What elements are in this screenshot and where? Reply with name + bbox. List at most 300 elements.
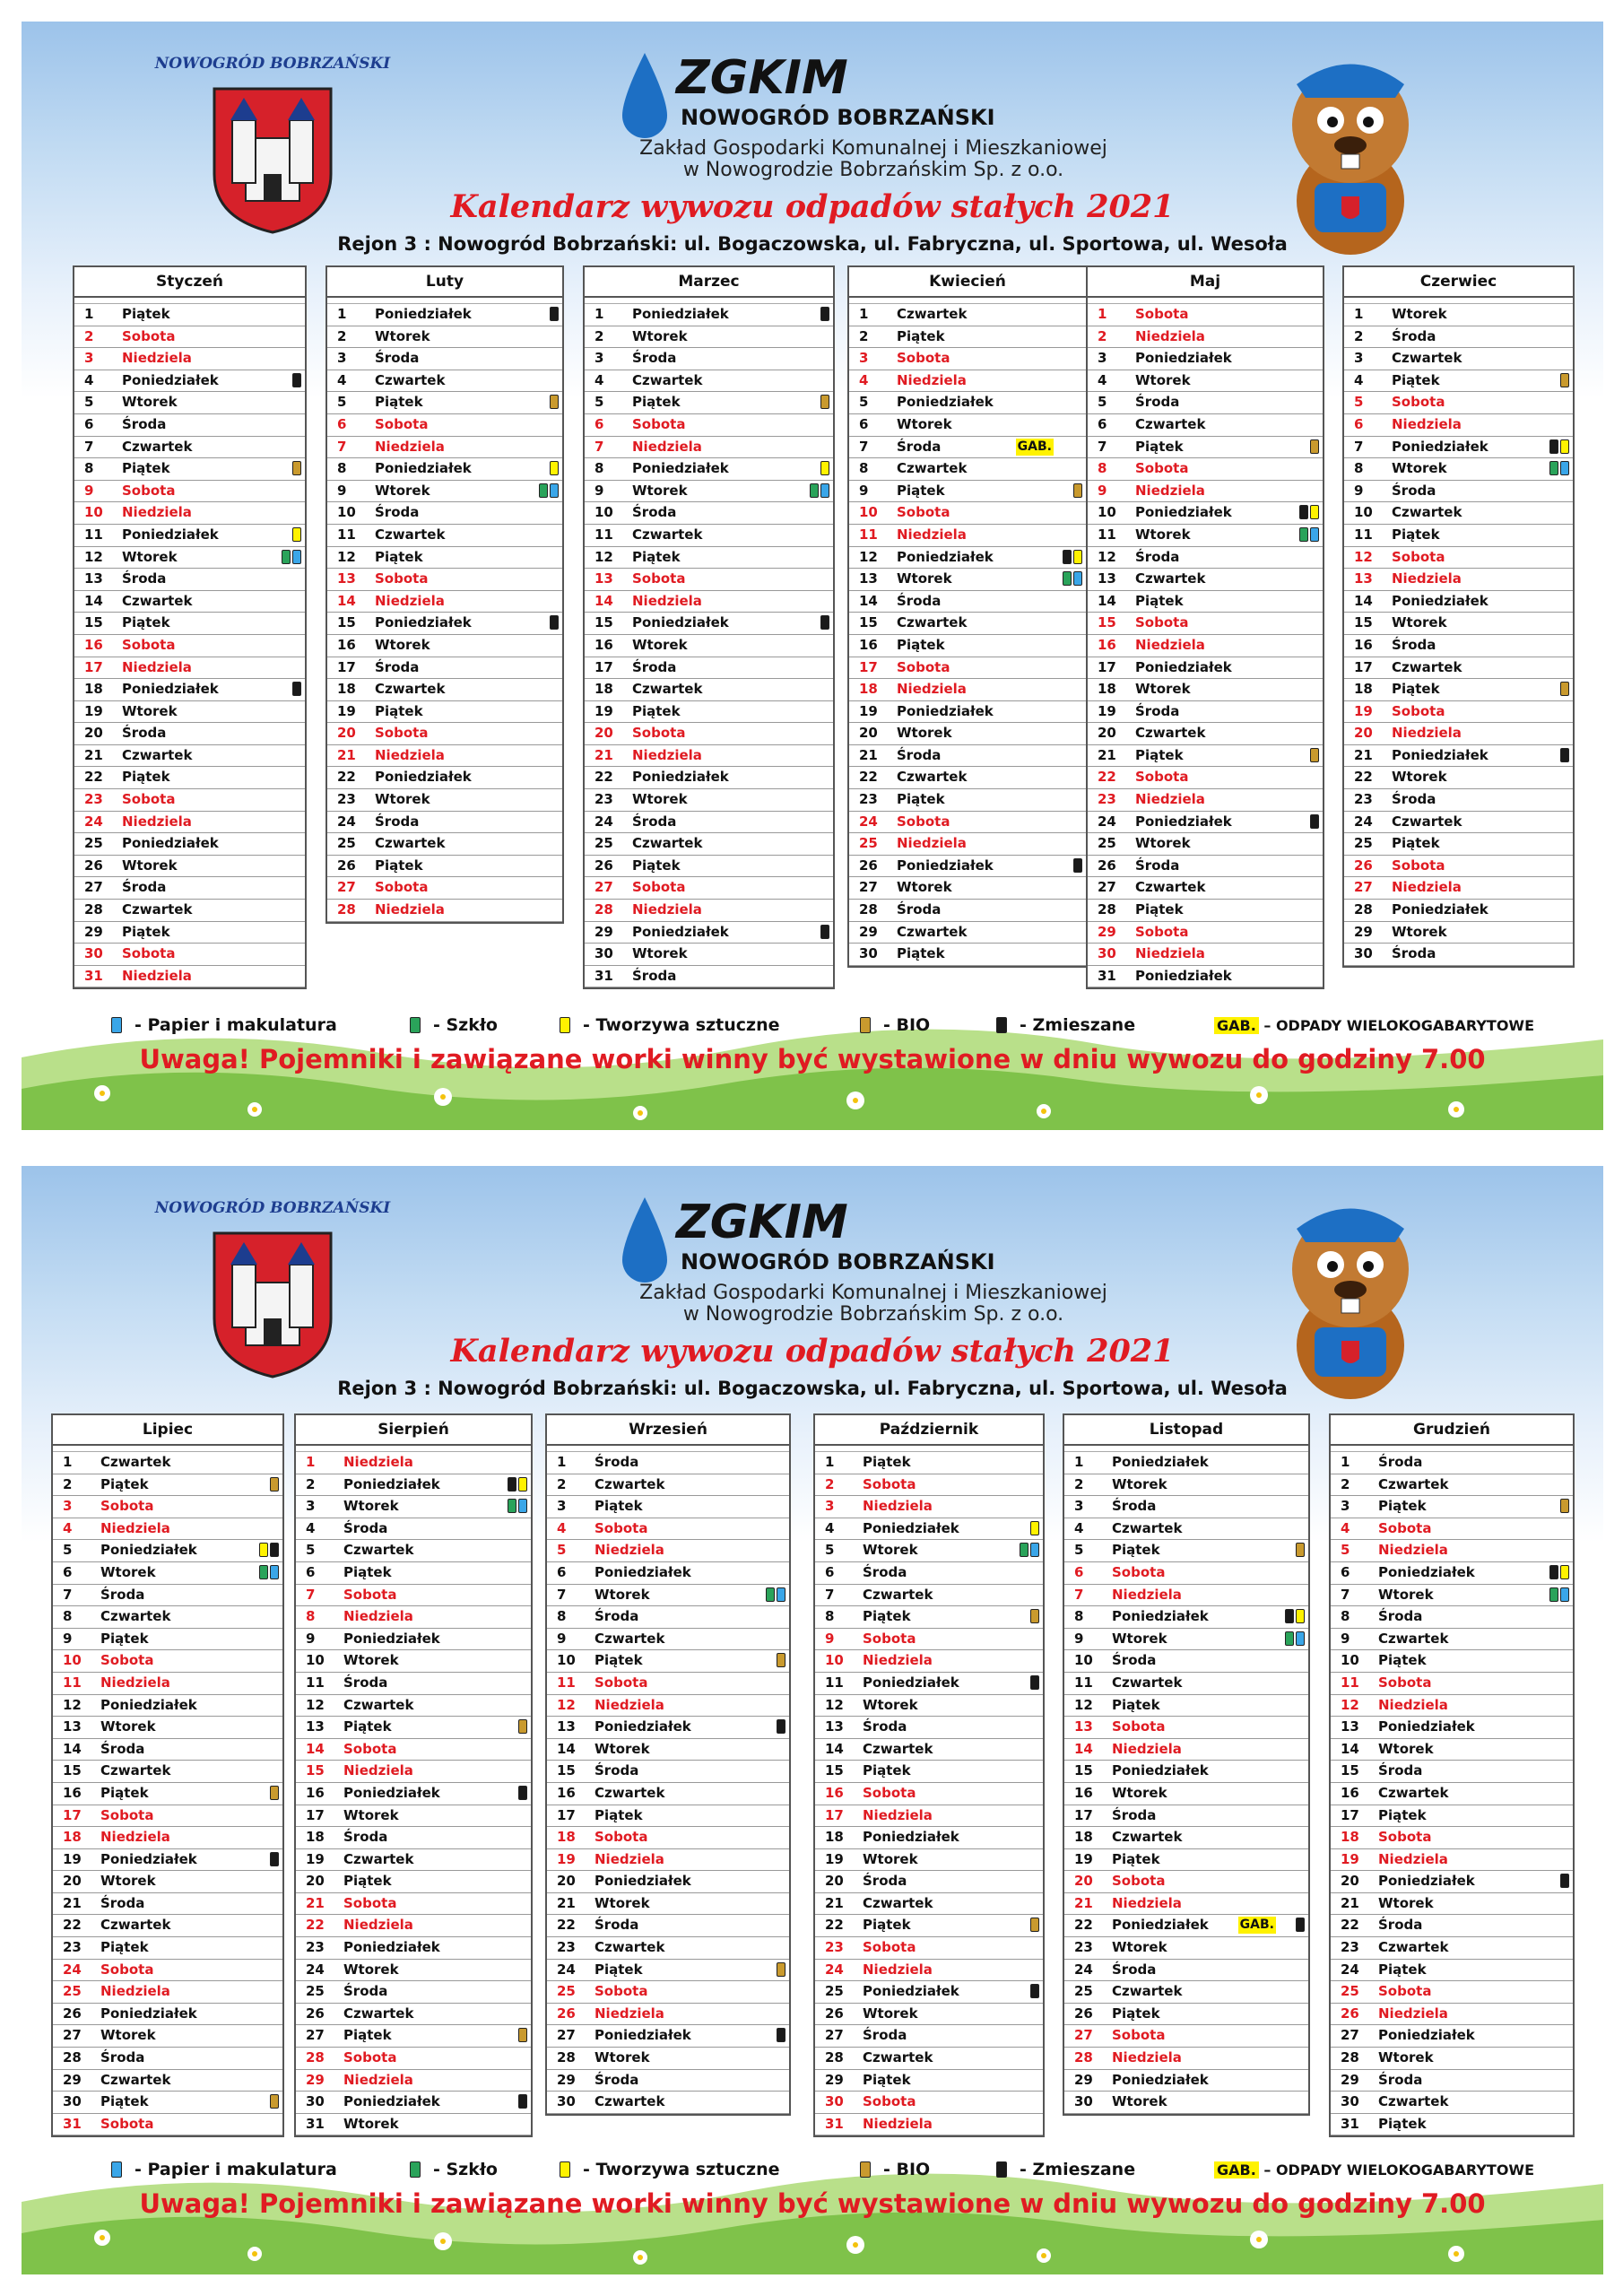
day-number: 1	[859, 306, 869, 322]
day-row	[585, 745, 833, 768]
day-number: 29	[1341, 2071, 1359, 2088]
day-row	[1331, 1562, 1573, 1585]
weekday-name: Poniedziałek	[122, 371, 219, 388]
day-row	[1344, 679, 1573, 701]
weekday-name: Wtorek	[1392, 769, 1447, 786]
calendar-sheet-second-half	[22, 1166, 1603, 2274]
weekday-name: Sobota	[375, 879, 429, 896]
day-number: 9	[1074, 1630, 1084, 1647]
weekday-name: Niedziela	[1378, 1696, 1448, 1713]
weekday-name: Sobota	[1135, 769, 1189, 786]
weekday-name: Niedziela	[897, 681, 967, 698]
weekday-name: Poniedziałek	[375, 460, 472, 477]
pickup-icons	[550, 461, 559, 477]
day-row	[1064, 1606, 1308, 1629]
day-number: 24	[1098, 813, 1116, 830]
day-number: 15	[1341, 1762, 1359, 1779]
company-name-line-1: Zakład Gospodarki Komunalnej i Mieszkaniowej	[639, 137, 1107, 160]
day-number: 16	[84, 636, 103, 653]
day-row	[1331, 2070, 1573, 2092]
blue-bin-icon	[270, 1565, 279, 1579]
weekday-name: Piątek	[343, 1718, 392, 1735]
day-number: 12	[84, 548, 103, 565]
pickup-icons	[1549, 1565, 1569, 1581]
day-number: 11	[337, 526, 356, 543]
weekday-name: Czwartek	[863, 1740, 933, 1757]
weekday-name: Środa	[375, 658, 420, 675]
weekday-name: Piątek	[375, 394, 423, 411]
day-number: 18	[1354, 681, 1373, 698]
day-row	[1331, 1518, 1573, 1541]
weekday-name: Wtorek	[1392, 306, 1447, 322]
weekday-name: Czwartek	[375, 526, 446, 543]
day-row	[1344, 944, 1573, 966]
day-number: 21	[595, 746, 613, 763]
weekday-name: Poniedziałek	[1112, 1762, 1209, 1779]
day-row	[53, 1960, 282, 1982]
weekday-name: Środa	[595, 1608, 639, 1625]
day-number: 5	[1074, 1542, 1084, 1559]
day-row	[815, 1673, 1043, 1695]
pickup-icons	[1030, 1918, 1039, 1934]
weekday-name: Poniedziałek	[1135, 813, 1232, 830]
weekday-name: Niedziela	[897, 526, 967, 543]
day-number: 9	[84, 482, 94, 499]
day-number: 27	[1354, 879, 1373, 896]
day-number: 24	[825, 1961, 844, 1978]
day-number: 9	[63, 1630, 73, 1647]
day-row	[296, 1695, 531, 1718]
weekday-name: Poniedziałek	[595, 1563, 691, 1580]
day-number: 24	[306, 1961, 325, 1978]
month-table-pazdziernik	[813, 1413, 1045, 2137]
black-bin-icon	[1549, 439, 1558, 454]
day-number: 29	[557, 2071, 576, 2088]
day-number: 19	[1074, 1850, 1093, 1867]
day-number: 8	[859, 460, 869, 477]
day-row	[296, 1562, 531, 1585]
day-row	[1064, 1717, 1308, 1739]
day-row	[849, 304, 1086, 326]
day-row	[1088, 745, 1323, 768]
day-number: 22	[1074, 1917, 1093, 1934]
weekday-name: Sobota	[1135, 460, 1189, 477]
weekday-name: Piątek	[122, 460, 170, 477]
day-row	[1088, 833, 1323, 856]
pickup-icons	[292, 461, 301, 477]
month-table-luty	[325, 265, 564, 924]
weekday-name: Środa	[375, 504, 420, 521]
weekday-name: Piątek	[100, 1630, 149, 1647]
brown-bin-icon	[1310, 748, 1319, 762]
day-number: 31	[63, 2115, 82, 2132]
day-number: 20	[337, 725, 356, 742]
weekday-name: Sobota	[632, 725, 686, 742]
day-row	[547, 1783, 789, 1805]
day-row	[1344, 458, 1573, 481]
weekday-name: Wtorek	[1378, 1894, 1434, 1911]
day-number: 14	[1098, 592, 1116, 609]
day-number: 2	[595, 327, 604, 344]
weekday-name: Niedziela	[863, 1806, 933, 1823]
weekday-name: Czwartek	[897, 769, 968, 786]
month-table-sierpien	[294, 1413, 533, 2137]
day-number: 3	[84, 350, 94, 367]
weekday-name: Niedziela	[1112, 1740, 1182, 1757]
weekday-name: Wtorek	[863, 1696, 918, 1713]
day-number: 11	[1341, 1674, 1359, 1691]
day-row	[1088, 370, 1323, 393]
day-number: 7	[63, 1586, 73, 1603]
weekday-name: Sobota	[343, 1740, 397, 1757]
pickup-icons	[1073, 858, 1082, 874]
weekday-name: Piątek	[122, 923, 170, 940]
weekday-name: Wtorek	[1392, 614, 1447, 631]
day-row	[815, 1585, 1043, 1607]
day-number: 26	[63, 2005, 82, 2022]
weekday-name: Poniedziałek	[897, 702, 994, 719]
month-name: Listopad	[1064, 1415, 1308, 1446]
day-number: 7	[1074, 1586, 1084, 1603]
day-row	[53, 1606, 282, 1629]
day-number: 14	[63, 1740, 82, 1757]
month-table-styczen	[73, 265, 307, 989]
weekday-name: Wtorek	[632, 636, 688, 653]
yellow-bin-icon	[1030, 1521, 1039, 1535]
brown-bin-icon	[1560, 682, 1569, 696]
day-row	[1064, 1893, 1308, 1916]
weekday-name: Środa	[122, 570, 167, 587]
legend-zmieszane	[996, 1015, 1135, 1035]
weekday-name: Czwartek	[632, 681, 703, 698]
day-number: 25	[859, 835, 878, 852]
weekday-name: Poniedziałek	[100, 2005, 197, 2022]
weekday-name: Piątek	[1378, 1806, 1427, 1823]
brown-bin-icon	[1030, 1609, 1039, 1623]
day-number: 25	[337, 835, 356, 852]
month-table-grudzien	[1329, 1413, 1575, 2137]
weekday-name: Sobota	[1392, 857, 1445, 874]
day-number: 4	[1354, 371, 1364, 388]
day-row	[815, 1915, 1043, 1937]
yellow-bin-icon	[820, 461, 829, 475]
day-row	[815, 1783, 1043, 1805]
pickup-icons	[518, 2028, 527, 2044]
day-row	[815, 1849, 1043, 1872]
pickup-icons	[1030, 1609, 1039, 1625]
day-number: 8	[84, 460, 94, 477]
green-bin-icon	[810, 483, 819, 498]
weekday-name: Środa	[122, 879, 167, 896]
day-number: 1	[63, 1454, 73, 1470]
day-row	[74, 922, 305, 944]
day-row	[815, 1562, 1043, 1585]
legend-bio	[860, 1015, 930, 1035]
day-number: 19	[306, 1850, 325, 1867]
black-bin-icon	[777, 2028, 785, 2042]
day-row	[74, 900, 305, 922]
weekday-name: Sobota	[375, 415, 429, 432]
weekday-name: Piątek	[1392, 835, 1440, 852]
day-number: 5	[1354, 394, 1364, 411]
yellow-bin-icon	[518, 1477, 527, 1492]
weekday-name: Niedziela	[100, 1983, 170, 2000]
day-number: 13	[1354, 570, 1373, 587]
day-row	[74, 348, 305, 370]
weekday-name: Wtorek	[632, 482, 688, 499]
weekday-name: Środa	[343, 1983, 388, 2000]
day-number: 11	[825, 1674, 844, 1691]
day-row	[296, 1717, 531, 1739]
weekday-name: Niedziela	[595, 2005, 664, 2022]
day-number: 27	[1341, 2027, 1359, 2044]
day-row	[1344, 877, 1573, 900]
weekday-name: Sobota	[343, 2049, 397, 2066]
day-row	[1344, 437, 1573, 459]
weekday-name: Wtorek	[100, 1718, 156, 1735]
pickup-icons	[810, 483, 829, 500]
day-row	[53, 1650, 282, 1673]
weekday-name: Poniedziałek	[632, 614, 729, 631]
day-number: 27	[1098, 879, 1116, 896]
day-number: 25	[595, 835, 613, 852]
day-row	[1344, 304, 1573, 326]
day-number: 28	[1098, 901, 1116, 918]
gab-marker: GAB.	[1017, 439, 1052, 454]
day-number: 10	[306, 1652, 325, 1669]
day-number: 7	[859, 438, 869, 455]
brown-bin-icon	[777, 1653, 785, 1667]
day-row	[296, 1937, 531, 1960]
day-row	[585, 767, 833, 789]
weekday-name: Sobota	[595, 1519, 648, 1536]
legend-gab	[1214, 2161, 1534, 2179]
weekday-name: Wtorek	[595, 1740, 650, 1757]
weekday-name: Piątek	[897, 482, 945, 499]
weekday-name: Niedziela	[863, 2115, 933, 2132]
day-number: 20	[1074, 1873, 1093, 1890]
day-row	[547, 1540, 789, 1562]
day-row	[1064, 1805, 1308, 1828]
weekday-name: Środa	[1378, 1454, 1423, 1470]
legend-szklo	[410, 2160, 498, 2179]
day-number: 24	[84, 813, 103, 830]
day-number: 21	[825, 1894, 844, 1911]
weekday-name: Piątek	[595, 1498, 643, 1515]
weekday-name: Poniedziałek	[375, 769, 472, 786]
month-name: Wrzesień	[547, 1415, 789, 1446]
day-row	[53, 1562, 282, 1585]
day-row	[1064, 2025, 1308, 2048]
weekday-name: Piątek	[343, 1873, 392, 1890]
day-row	[815, 2048, 1043, 2070]
day-row	[1344, 856, 1573, 878]
day-number: 28	[557, 2049, 576, 2066]
day-row	[1344, 326, 1573, 349]
weekday-name: Środa	[632, 350, 677, 367]
weekday-name: Niedziela	[1392, 570, 1462, 587]
day-number: 17	[1341, 1806, 1359, 1823]
day-row	[1064, 2092, 1308, 2114]
day-number: 7	[1098, 438, 1107, 455]
weekday-name: Sobota	[632, 415, 686, 432]
day-row	[849, 745, 1086, 768]
weekday-name: Niedziela	[595, 1696, 664, 1713]
day-number: 8	[557, 1608, 567, 1625]
day-row	[1088, 701, 1323, 724]
weekday-name: Wtorek	[897, 570, 952, 587]
day-number: 22	[825, 1917, 844, 1934]
day-row	[1088, 900, 1323, 922]
day-number: 20	[1098, 725, 1116, 742]
day-row	[815, 1650, 1043, 1673]
day-row	[296, 2004, 531, 2026]
day-row	[585, 635, 833, 657]
brown-bin-icon	[270, 1477, 279, 1492]
day-number: 3	[859, 350, 869, 367]
weekday-name: Środa	[122, 415, 167, 432]
weekday-name: Niedziela	[1135, 327, 1205, 344]
brown-bin-icon	[292, 461, 301, 475]
day-number: 12	[1074, 1696, 1093, 1713]
weekday-name: Czwartek	[863, 1586, 933, 1603]
weekday-name: Piątek	[1378, 1652, 1427, 1669]
day-row	[849, 591, 1086, 613]
weekday-name: Poniedziałek	[1135, 967, 1232, 984]
day-row	[547, 1739, 789, 1761]
day-number: 2	[63, 1475, 73, 1492]
weekday-name: Poniedziałek	[1378, 1718, 1475, 1735]
green-bin-icon	[1299, 527, 1308, 542]
day-row	[296, 1540, 531, 1562]
day-row	[53, 1981, 282, 2004]
weekday-name: Środa	[863, 1718, 907, 1735]
weekday-name: Czwartek	[1378, 1630, 1449, 1647]
weekday-name: Poniedziałek	[122, 681, 219, 698]
day-row	[547, 1981, 789, 2004]
day-row	[1064, 1783, 1308, 1805]
day-row	[1064, 1585, 1308, 1607]
weekday-name: Poniedziałek	[1392, 438, 1488, 455]
day-row	[74, 657, 305, 680]
day-row	[815, 2114, 1043, 2136]
day-row	[849, 370, 1086, 393]
weekday-name: Wtorek	[343, 1806, 399, 1823]
day-number: 15	[825, 1762, 844, 1779]
weekday-name: Sobota	[122, 791, 176, 808]
weekday-name: Wtorek	[1112, 1939, 1167, 1956]
weekday-name: Czwartek	[863, 1894, 933, 1911]
weekday-name: Poniedziałek	[632, 769, 729, 786]
legend-gab-code: GAB.	[1214, 2161, 1259, 2179]
day-number: 20	[595, 725, 613, 742]
day-row	[815, 1761, 1043, 1783]
weekday-name: Wtorek	[1112, 1475, 1167, 1492]
day-number: 30	[1341, 2093, 1359, 2110]
weekday-name: Sobota	[100, 1806, 154, 1823]
day-number: 5	[1341, 1542, 1350, 1559]
pickup-icons	[1310, 814, 1319, 831]
day-number: 9	[557, 1630, 567, 1647]
day-row	[547, 1650, 789, 1673]
day-row	[1331, 1893, 1573, 1916]
day-number: 21	[557, 1894, 576, 1911]
day-row	[547, 1960, 789, 1982]
weekday-name: Niedziela	[343, 1917, 413, 1934]
day-number: 1	[1098, 306, 1107, 322]
pickup-icons	[270, 1786, 279, 1802]
day-number: 16	[595, 636, 613, 653]
day-number: 9	[859, 482, 869, 499]
day-number: 22	[63, 1917, 82, 1934]
pickup-icons	[777, 2028, 785, 2044]
day-number: 15	[1098, 614, 1116, 631]
day-number: 28	[63, 2049, 82, 2066]
black-bin-icon	[820, 615, 829, 630]
green-bin-icon	[766, 1587, 775, 1602]
day-row	[1064, 1849, 1308, 1872]
legend-tworzywa	[560, 2160, 780, 2179]
day-number: 21	[63, 1894, 82, 1911]
day-number: 31	[306, 2115, 325, 2132]
day-number: 4	[557, 1519, 567, 1536]
day-row	[1331, 1717, 1573, 1739]
day-number: 10	[557, 1652, 576, 1669]
weekday-name: Poniedziałek	[595, 1718, 691, 1735]
day-number: 4	[825, 1519, 835, 1536]
weekday-name: Sobota	[375, 725, 429, 742]
day-number: 25	[63, 1983, 82, 2000]
day-number: 27	[63, 2027, 82, 2044]
weekday-name: Poniedziałek	[375, 306, 472, 322]
weekday-name: Sobota	[1112, 2027, 1166, 2044]
weekday-name: Sobota	[1392, 394, 1445, 411]
day-row	[849, 458, 1086, 481]
day-number: 27	[859, 879, 878, 896]
day-row	[53, 1849, 282, 1872]
green-bin-icon	[1549, 461, 1558, 475]
weekday-name: Wtorek	[1112, 2093, 1167, 2110]
weekday-name: Czwartek	[375, 835, 446, 852]
day-number: 21	[1354, 746, 1373, 763]
day-row	[547, 1871, 789, 1893]
day-row	[585, 701, 833, 724]
weekday-name: Poniedziałek	[1135, 350, 1232, 367]
day-row	[74, 723, 305, 745]
legend-szklo-label: - Szkło	[433, 1015, 498, 1035]
day-number: 20	[825, 1873, 844, 1890]
month-name: Marzec	[585, 267, 833, 298]
day-number: 24	[557, 1961, 576, 1978]
day-row	[547, 2004, 789, 2026]
weekday-name: Środa	[1392, 636, 1436, 653]
weekday-name: Poniedziałek	[863, 1519, 959, 1536]
day-number: 24	[337, 813, 356, 830]
day-number: 9	[825, 1630, 835, 1647]
day-number: 19	[1341, 1850, 1359, 1867]
weekday-name: Sobota	[863, 1630, 916, 1647]
day-number: 1	[337, 306, 347, 322]
day-number: 3	[1074, 1498, 1084, 1515]
day-row	[585, 502, 833, 525]
day-number: 29	[84, 923, 103, 940]
black-bin-icon	[996, 2161, 1007, 2178]
weekday-name: Poniedziałek	[343, 1784, 440, 1801]
day-row	[1088, 326, 1323, 349]
weekday-name: Środa	[1392, 482, 1436, 499]
day-number: 3	[1341, 1498, 1350, 1515]
day-row	[1331, 2092, 1573, 2114]
